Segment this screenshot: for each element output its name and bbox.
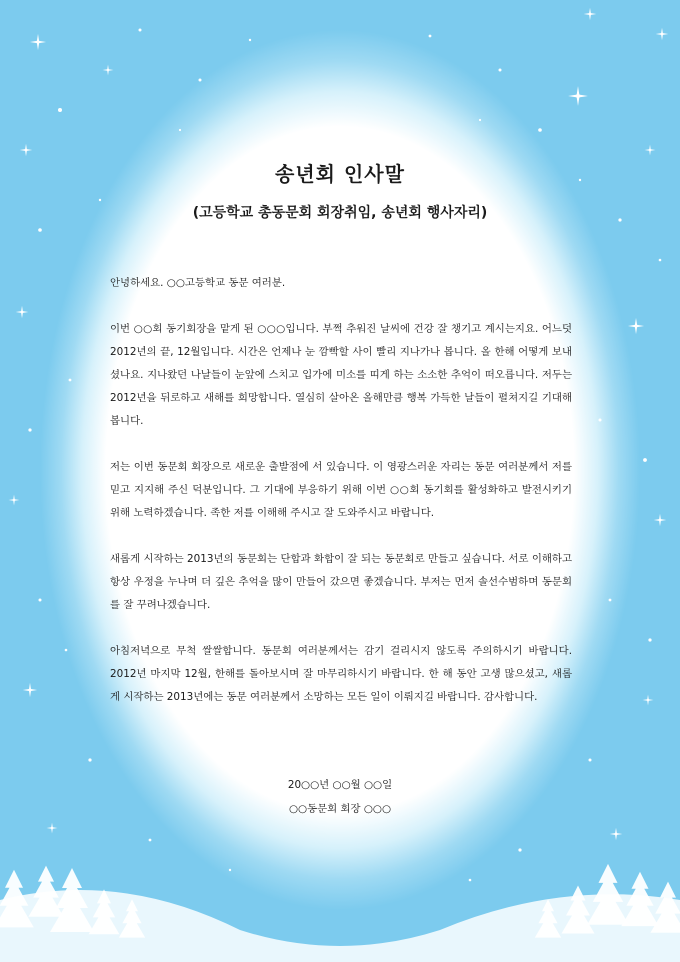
page-subtitle: (고등학교 총동문회 회장취임, 송년회 행사자리) — [192, 205, 488, 221]
paragraph-1: 이번 ○○회 동기회장을 맡게 된 ○○○입니다. 부쩍 추워진 날씨에 건강 잘 챙기고 계시는지요. 어느덧 2012년의 끝, 12월입니다. 시간은 언제나 눈 깜빡할 사이 빨리 지나가나 봅니다. 올 한해 어떻게 보내셨나요. 지나왔던 나날들이 눈앞에 스치고 입가에 미소를 띠게 하는 소소한 추억이 떠오릅니다. 저두는 2012년을 뒤로하고 새해를 희망합니다. 열심히 살아온 올해만큼 행복 가득한 날들이 펼쳐지길 기대해 봅니다. — [110, 323, 572, 427]
paragraph-4: 아침저녁으로 무척 쌀쌀합니다. 동문회 여러분께서는 감기 걸리시지 않도록 주의하시기 바랍니다. 2012년 마지막 12월, 한해를 돌아보시며 잘 마무리하시기 바랍니다. 한 해 동안 고생 많으셨고, 새롭게 시작하는 2013년에는 동문 여러분께서 소망하는 모든 일이 이뤄지길 바랍니다. 감사합니다. — [110, 645, 572, 703]
date-line: 20○○년 ○○월 ○○일 — [287, 779, 393, 791]
paragraph-2: 저는 이번 동문회 회장으로 새로운 출발점에 서 있습니다. 이 영광스러운 자리는 동문 여러분께서 저를 믿고 지지해 주신 덕분입니다. 그 기대에 부응하기 위해 이번 ○○회 동기회를 활성화하고 발전시키기 위해 노력하겠습니다. 족한 저를 이해해 주시고 잘 도와주시고 바랍니다. — [110, 461, 572, 519]
signature-line: ○○동문회 회장 ○○○ — [288, 803, 392, 815]
greeting-line: 안녕하세요. ○○고등학교 동문 여러분. — [110, 277, 286, 289]
paragraph-3: 새롭게 시작하는 2013년의 동문회는 단합과 화합이 잘 되는 동문회로 만들고 싶습니다. 서로 이해하고 항상 우정을 누나며 더 깊은 추억을 많이 만들어 갔으면 좋겠습니다. 부저는 먼저 솔선수범하며 동문회를 잘 꾸려나겠습니다. — [110, 553, 572, 611]
page-title: 송년회 인사말 — [275, 162, 405, 186]
letter-body — [110, 272, 572, 732]
